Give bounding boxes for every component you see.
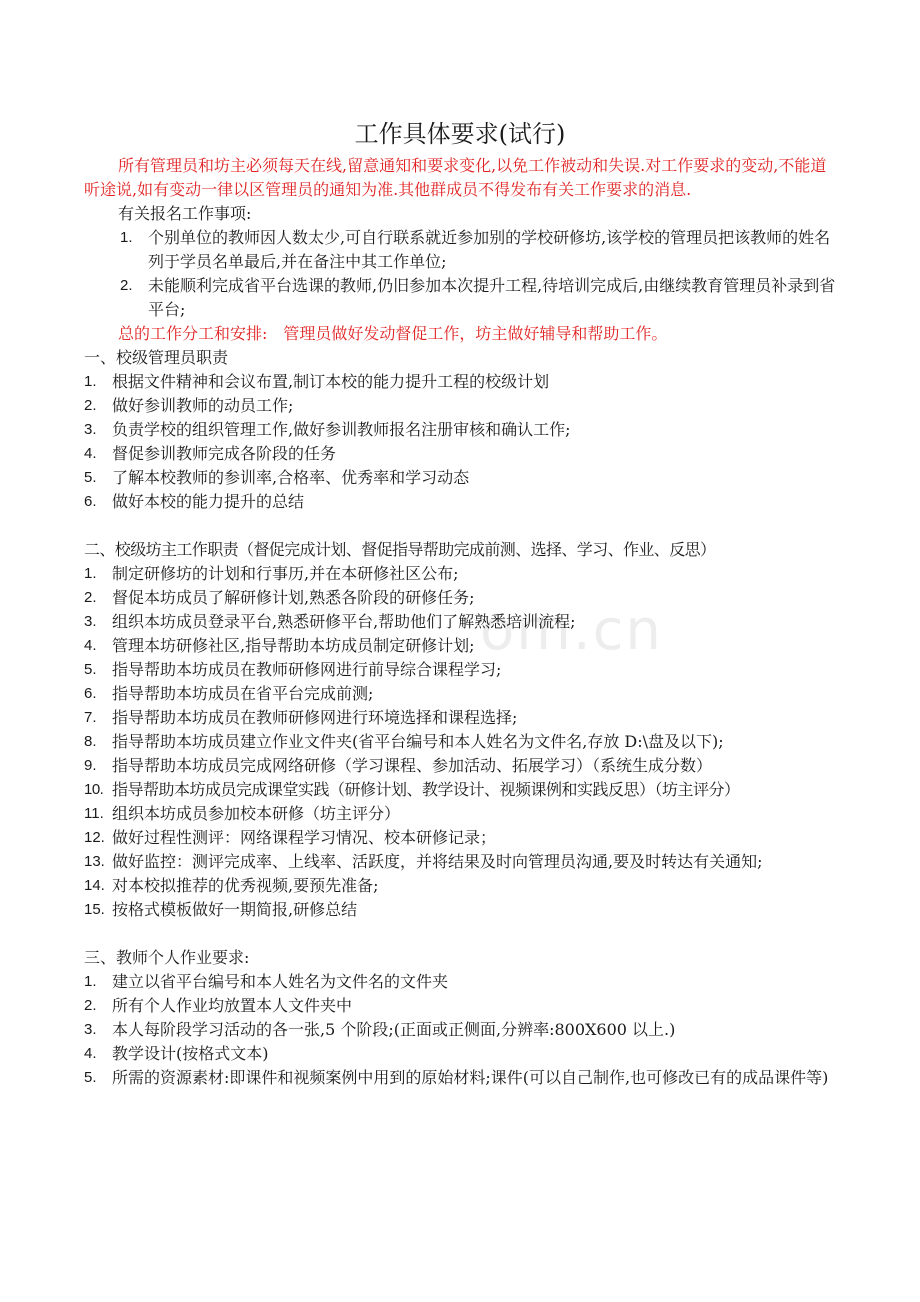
list-item: 15. 按格式模板做好一期简报,研修总结 (84, 900, 358, 919)
list-item: 5. 指导帮助本坊成员在教师研修网进行前导综合课程学习; (84, 660, 502, 679)
list-item: 7. 指导帮助本坊成员在教师研修网进行环境选择和课程选择; (84, 708, 518, 727)
section2-title: 二、校级坊主工作职责（督促完成计划、督促指导帮助完成前测、选择、学习、作业、反思） (84, 540, 716, 559)
spacer (84, 922, 838, 946)
list-item: 3. 负责学校的组织管理工作,做好参训教师报名注册审核和确认工作; (84, 420, 571, 439)
section1-list (84, 370, 838, 514)
list-item: 2. 督促本坊成员了解研修计划,熟悉各阶段的研修任务; (84, 588, 475, 607)
section3-title: 三、教师个人作业要求: (84, 948, 250, 967)
list-item: 6. 指导帮助本坊成员在省平台完成前测; (84, 684, 374, 703)
intro-paragraph: 所有管理员和坊主必须每天在线,留意通知和要求变化,以免工作被动和失误.对工作要求的变动,不能道听途说,如有变动一律以区管理员的通知为准.其他群成员不得发布有关工作要求的消息. (84, 156, 827, 199)
list-item: 14. 对本校拟推荐的优秀视频,要预先准备; (84, 876, 379, 895)
list-item: 11. 组织本坊成员参加校本研修（坊主评分） (84, 804, 401, 823)
section3-list (84, 970, 838, 1090)
registration-heading: 有关报名工作事项: (118, 204, 252, 223)
list-item: 4. 督促参训教师完成各阶段的任务 (84, 444, 337, 463)
list-item: 1. 根据文件精神和会议布置,制订本校的能力提升工程的校级计划 (84, 372, 550, 391)
list-item: 13. 做好监控：测评完成率、上线率、活跃度，并将结果及时向管理员沟通,要及时转达有关通知; (84, 852, 763, 871)
section1-title: 一、校级管理员职责 (84, 348, 229, 367)
list-item: 6. 做好本校的能力提升的总结 (84, 492, 305, 511)
list-item: 5. 了解本校教师的参训率,合格率、优秀率和学习动态 (84, 468, 470, 487)
list-item: 9. 指导帮助本坊成员完成网络研修（学习课程、参加活动、拓展学习）（系统生成分数） (84, 756, 713, 775)
list-item: 1. 个别单位的教师因人数太少,可自行联系就近参加别的学校研修坊,该学校的管理员把该教师的姓名列于学员名单最后,并在备注中其工作单位; (120, 228, 831, 271)
list-item: 4. 教学设计(按格式文本) (84, 1044, 269, 1063)
list-item: 1. 建立以省平台编号和本人姓名为文件名的文件夹 (84, 972, 449, 991)
registration-list (84, 226, 838, 322)
list-item: 2. 做好参训教师的动员工作; (84, 396, 294, 415)
section2-list (84, 562, 838, 922)
document-title: 工作具体要求(试行) (354, 120, 566, 148)
list-item: 3. 组织本坊成员登录平台,熟悉研修平台,帮助他们了解熟悉培训流程; (84, 612, 576, 631)
list-item: 4. 管理本坊研修社区,指导帮助本坊成员制定研修计划; (84, 636, 475, 655)
spacer (84, 514, 838, 538)
list-item: 2. 未能顺利完成省平台选课的教师,仍旧参加本次提升工程,待培训完成后,由继续教育管理员补录到省平台; (120, 276, 836, 319)
list-item: 8. 指导帮助本坊成员建立作业文件夹(省平台编号和本人姓名为文件名,存放 D:\盘及以下); (84, 732, 724, 751)
list-item: 10. 指导帮助本坊成员完成课堂实践（研修计划、教学设计、视频课例和实践反思）（坊主评分） (84, 780, 740, 799)
watermark: om.cn (480, 598, 663, 663)
document-body (84, 154, 838, 1090)
list-item: 1. 制定研修坊的计划和行事历,并在本研修社区公布; (84, 564, 459, 583)
list-item: 12. 做好过程性测评：网络课程学习情况、校本研修记录； (84, 828, 497, 847)
list-item: 2. 所有个人作业均放置本人文件夹中 (84, 996, 353, 1015)
list-item: 5. 所需的资源素材:即课件和视频案例中用到的原始材料;课件(可以自己制作,也可修改已有的成品课件等) (84, 1068, 829, 1087)
list-item: 3. 本人每阶段学习活动的各一张,5 个阶段;(正面或正侧面,分辨率:800X600 以上.) (84, 1020, 676, 1039)
division-note: 总的工作分工和安排: 管理员做好发动督促工作，坊主做好辅导和帮助工作。 (118, 324, 668, 343)
